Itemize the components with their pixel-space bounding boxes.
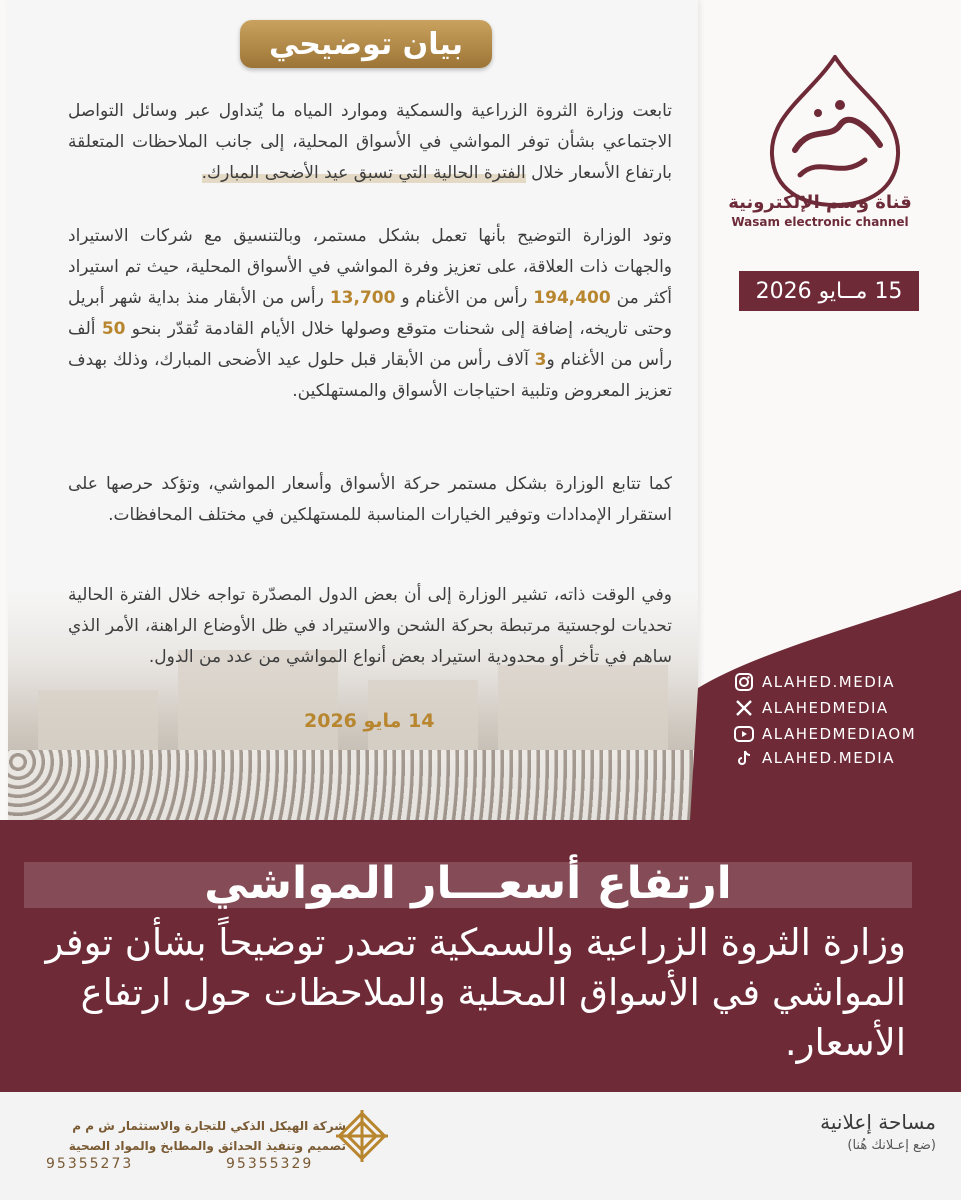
social-youtube[interactable] — [734, 724, 916, 744]
company-logo-icon — [330, 1104, 394, 1168]
ad-phone-number: 95355273 — [46, 1156, 134, 1172]
ad-company-text — [46, 1116, 346, 1156]
ad-space-title: مساحة إعلانية — [820, 1110, 936, 1134]
social-handle: ALAHED.MEDIA — [762, 749, 895, 767]
publish-date-badge: 15 مــايو 2026 — [739, 271, 919, 311]
statement-paragraph-3: كما تتابع الوزارة بشكل مستمر حركة الأسواق وأسعار المواشي، وتؤكد حرصها على استقرار الإمدادات وتوفير الخيارات المناسبة للمستهلكين في مختلف المحافظات. — [68, 474, 672, 525]
youtube-icon — [734, 724, 754, 744]
sheep-expected-number: 50 — [101, 319, 126, 339]
social-tiktok[interactable] — [734, 748, 895, 768]
sheep-imported-number: 194,400 — [533, 288, 611, 308]
ad-space-subtitle: (ضع إعـلانك هُنا) — [847, 1138, 936, 1153]
statement-title: بيان توضيحي — [240, 20, 492, 68]
statement-paragraph-2: وتود الوزارة التوضيح بأنها تعمل بشكل مستمر، وبالتنسيق مع شركات الاستيراد والجهات ذات العلاقة، على تعزيز وفرة المواشي في الأسواق المحلية، حيث تم استيراد أكثر من 194,400 رأس من الأغنام و 13,700 رأس من الأبقار منذ بداية شهر أبريل وحتى تاريخه، إضافة إلى شحنات متوقع وصولها خلال الأيام القادمة تُقدّر بنحو 50 ألف رأس من الأغنام و3 آلاف رأس من الأبقار قبل حلول عيد الأضحى المبارك، وذلك بهدف تعزيز المعروض وتلبية احتياجات الأسواق والمستهلكين. — [68, 226, 673, 401]
social-handle: ALAHED.MEDIA — [762, 673, 895, 691]
statement-paragraph-4: وفي الوقت ذاته، تشير الوزارة إلى أن بعض الدول المصدّرة تواجه خلال الفترة الحالية تحديات لوجستية مرتبطة بحركة الشحن والاستيراد في ظل الأوضاع الراهنة، الأمر الذي ساهم في تأخر أو محدودية استيراد بعض أنواع المواشي من عدد من الدول. — [68, 585, 672, 667]
ad-phone-number: 95355329 — [226, 1156, 314, 1172]
cattle-expected-number: 3 — [534, 350, 547, 370]
social-instagram[interactable] — [734, 672, 895, 692]
cattle-imported-number: 13,700 — [329, 288, 396, 308]
main-headline: ارتفاع أسعـــار المواشي — [204, 858, 732, 909]
channel-name-arabic: قناة وسم الإلكترونية — [728, 192, 912, 213]
social-handle: ALAHEDMEDIAOM — [762, 725, 917, 743]
channel-name-english: Wasam electronic channel — [731, 215, 909, 229]
ad-company-name: شركة الهيكل الذكي للتجارة والاستثمار ش م م — [72, 1119, 346, 1133]
ad-company-services: تصميم وتنفيذ الحدائق والمطابخ والمواد الصحية — [68, 1139, 346, 1153]
tiktok-icon — [734, 748, 754, 768]
instagram-icon — [734, 672, 754, 692]
sub-headline: وزارة الثروة الزراعية والسمكية تصدر توضيحاً بشأن توفر المواشي في الأسواق المحلية والملاحظات حول ارتفاع الأسعار. — [45, 921, 906, 1064]
x-icon — [734, 698, 754, 718]
highlighted-text: الفترة الحالية التي تسبق عيد الأضحى المبارك. — [201, 163, 526, 183]
social-x[interactable] — [734, 698, 889, 718]
social-handle: ALAHEDMEDIA — [762, 699, 889, 717]
statement-paragraph-1: تابعت وزارة الثروة الزراعية والسمكية وموارد المياه ما يُتداول عبر وسائل التواصل الاجتماعي بشأن توفر المواشي في الأسواق المحلية، إلى جانب الملاحظات المتعلقة بارتفاع الأسعار خلال الفترة الحالية التي تسبق عيد الأضحى المبارك. — [68, 101, 672, 183]
statement-date: 14 مايو 2026 — [304, 710, 435, 732]
